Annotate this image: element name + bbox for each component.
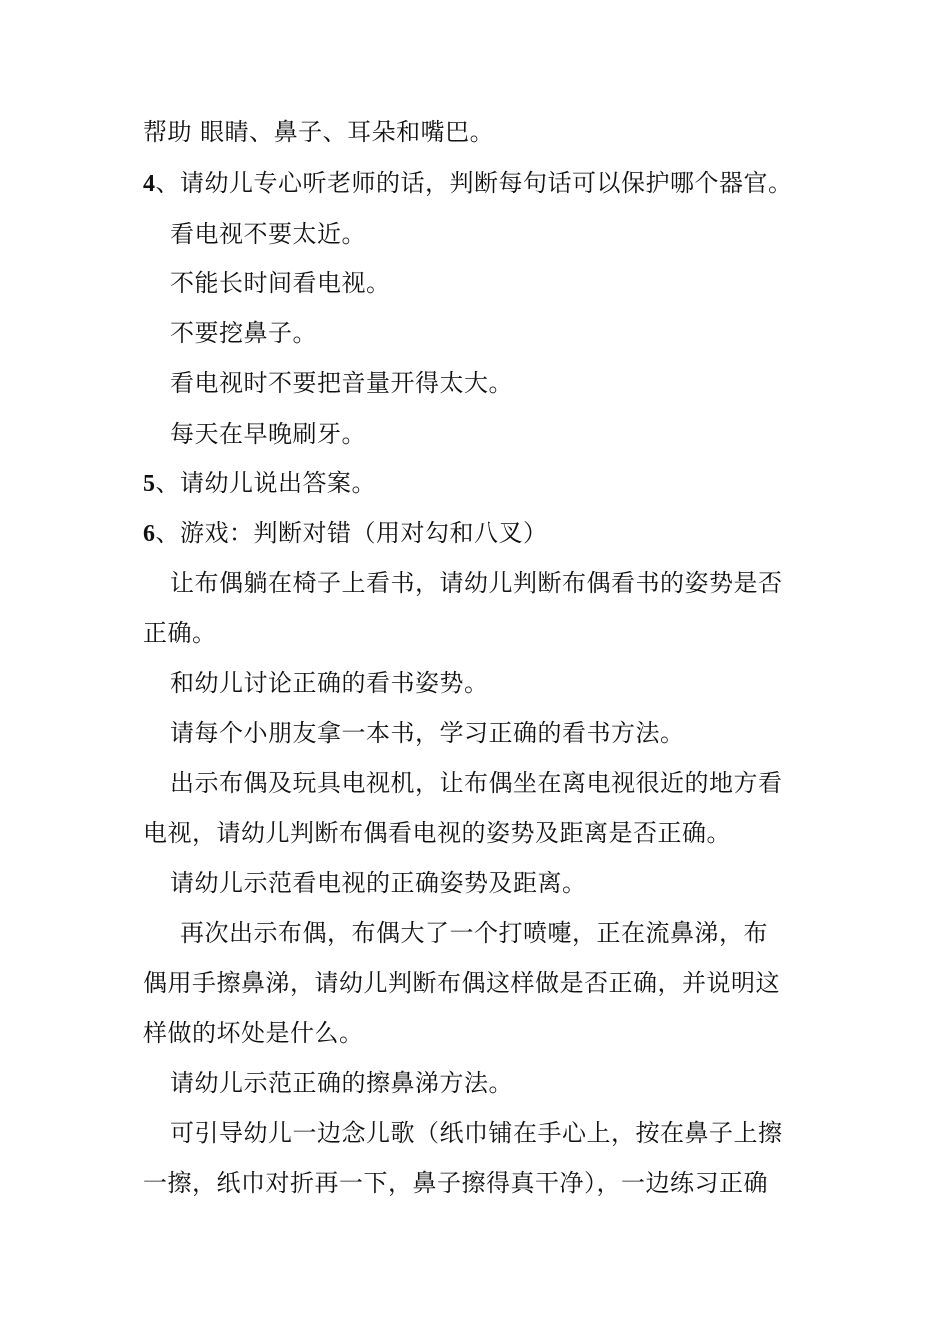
text-line-6: 看电视时不要把音量开得太大。: [170, 369, 513, 397]
text-line-16: 请幼儿示范看电视的正确姿势及距离。: [170, 869, 587, 897]
list-item-6: 6、游戏：判断对错（用对勾和八叉）: [143, 519, 548, 547]
text-line-10: 让布偶躺在椅子上看书，请幼儿判断布偶看书的姿势是否: [170, 569, 783, 597]
text-line-21: 可引导幼儿一边念儿歌（纸巾铺在手心上，按在鼻子上擦: [170, 1119, 783, 1147]
text-line-5: 不要挖鼻子。: [170, 319, 317, 347]
item-number: 5: [143, 471, 156, 497]
list-item-5: 5、请幼儿说出答案。: [143, 469, 376, 497]
text-line-1: 帮助 眼睛、鼻子、耳朵和嘴巴。: [143, 118, 495, 146]
text-line-3: 看电视不要太近。: [170, 220, 366, 248]
text-line-18: 偶用手擦鼻涕，请幼儿判断布偶这样做是否正确，并说明这: [143, 969, 780, 997]
text-line-22: 一擦，纸巾对折再一下，鼻子擦得真干净），一边练习正确: [143, 1169, 768, 1197]
text-line-14: 出示布偶及玩具电视机，让布偶坐在离电视很近的地方看: [170, 769, 783, 797]
list-item-4: 4、请幼儿专心听老师的话，判断每句话可以保护哪个器官。: [143, 169, 793, 197]
text-line-17: 再次出示布偶，布偶大了一个打喷嚏，正在流鼻涕，布: [180, 919, 768, 947]
item-number: 4: [143, 171, 156, 197]
text-line-19: 样做的坏处是什么。: [143, 1019, 364, 1047]
text-line-20: 请幼儿示范正确的擦鼻涕方法。: [170, 1069, 513, 1097]
text-line-11: 正确。: [143, 619, 217, 647]
text-line-4: 不能长时间看电视。: [170, 269, 391, 297]
text-line-12: 和幼儿讨论正确的看书姿势。: [170, 669, 489, 697]
text-line-13: 请每个小朋友拿一本书，学习正确的看书方法。: [170, 719, 685, 747]
text-line-15: 电视，请幼儿判断布偶看电视的姿势及距离是否正确。: [143, 819, 731, 847]
item-number: 6: [143, 521, 156, 547]
text-line-7: 每天在早晚刷牙。: [170, 420, 366, 448]
